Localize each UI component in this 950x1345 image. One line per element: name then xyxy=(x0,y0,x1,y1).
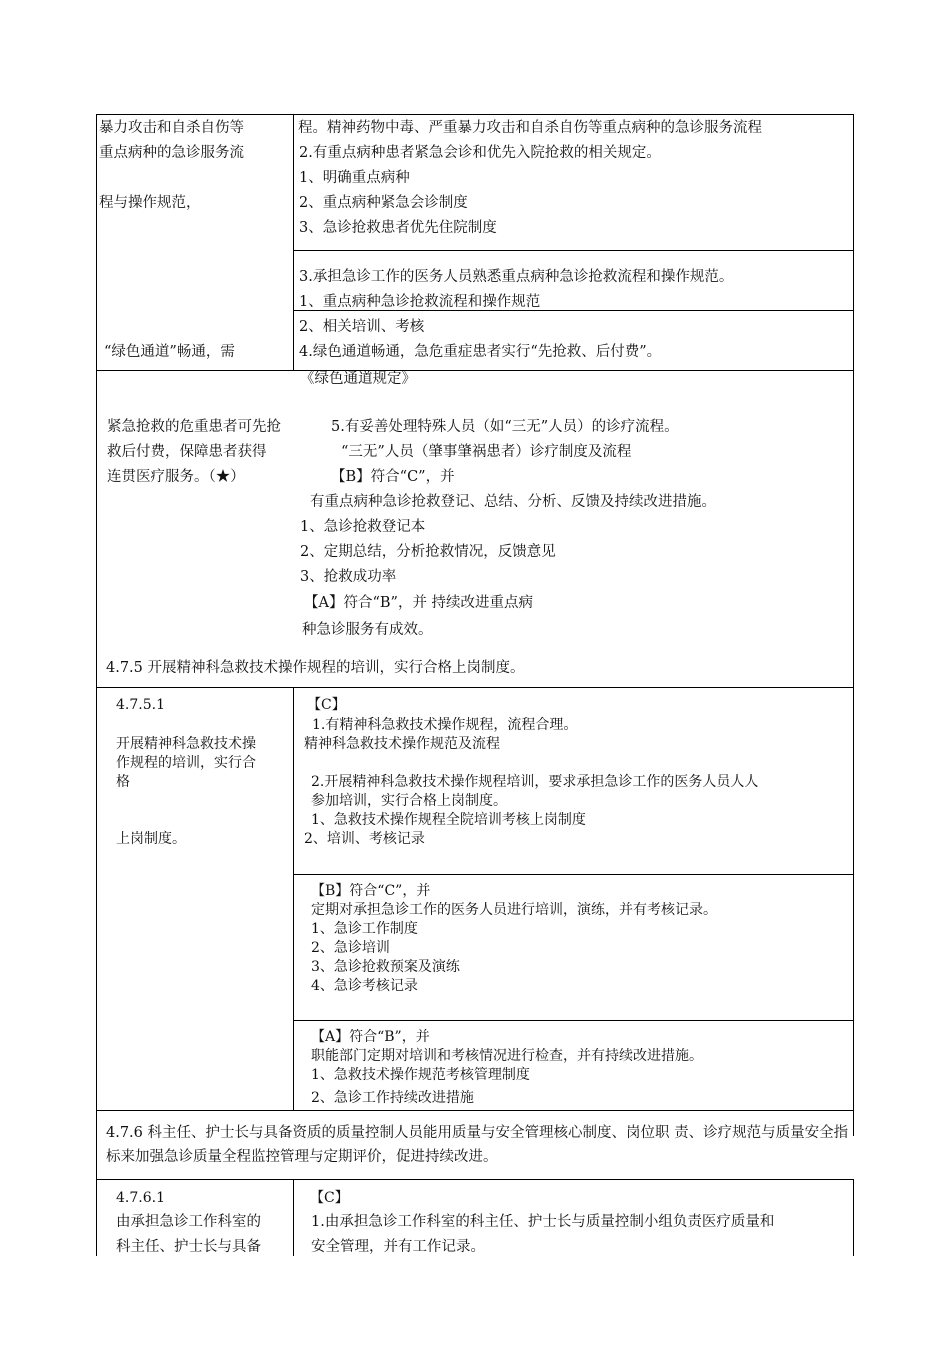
left-text: 由承担急诊工作科室的 xyxy=(116,1214,261,1230)
right-text: 3.承担急诊工作的医务人员熟悉重点病种急诊抢救流程和操作规范。 xyxy=(299,269,734,285)
right-text: 有重点病种急诊抢救登记、总结、分析、反馈及持续改进措施。 xyxy=(310,494,716,510)
right-text: 1、急诊工作制度 xyxy=(311,921,418,937)
right-text: 2、急诊培训 xyxy=(311,940,390,956)
right-text: 《绿色通道规定》 xyxy=(300,371,416,387)
right-text: 【B】符合“C”，并 xyxy=(331,469,455,485)
grade-a-heading: 【A】符合“B”，并 xyxy=(311,1029,430,1045)
right-text: 参加培训，实行合格上岗制度。 xyxy=(311,793,507,809)
right-text: 2、急诊工作持续改进措施 xyxy=(311,1090,474,1106)
right-text: 程。精神药物中毒、严重暴力攻击和自杀自伤等重点病种的急诊服务流程 xyxy=(298,120,762,136)
right-text: 3、抢救成功率 xyxy=(300,569,397,585)
right-text: 安全管理，并有工作记录。 xyxy=(311,1239,485,1255)
rule xyxy=(96,114,97,1256)
item-code: 4.7.5.1 xyxy=(116,697,165,713)
left-text: 紧急抢救的危重患者可先抢 xyxy=(107,419,281,435)
grade-c-heading: 【C】 xyxy=(310,1190,349,1206)
rule xyxy=(96,687,854,688)
right-text: 精神科急救技术操作规范及流程 xyxy=(304,736,500,752)
left-text: 上岗制度。 xyxy=(116,831,186,847)
rule xyxy=(293,1179,294,1256)
right-text: 5.有妥善处理特殊人员（如“三无”人员）的诊疗流程。 xyxy=(331,419,679,435)
rule xyxy=(293,687,294,1111)
right-text: 1、急救技术操作规范考核管理制度 xyxy=(311,1067,530,1083)
right-text: 3、急诊抢救预案及演练 xyxy=(311,959,460,975)
item-code: 4.7.6.1 xyxy=(116,1190,165,1206)
left-text: 暴力攻击和自杀自伤等 xyxy=(99,120,244,136)
right-text: 1、急诊抢救登记本 xyxy=(300,519,426,535)
right-text: 1、重点病种急诊抢救流程和操作规范 xyxy=(299,294,541,310)
right-text: 2.有重点病种患者紧急会诊和优先入院抢救的相关规定。 xyxy=(299,145,661,161)
rule xyxy=(96,1179,854,1180)
right-text: 3、急诊抢救患者优先住院制度 xyxy=(299,220,497,236)
left-text: 程与操作规范， xyxy=(99,195,201,211)
right-text: 职能部门定期对培训和考核情况进行检查，并有持续改进措施。 xyxy=(311,1048,703,1064)
left-text: 重点病种的急诊服务流 xyxy=(99,145,244,161)
rule xyxy=(293,1020,854,1021)
right-text: 2.开展精神科急救技术操作规程培训，要求承担急诊工作的医务人员人人 xyxy=(311,774,759,790)
rule xyxy=(96,114,854,115)
left-text: 连贯医疗服务。（★） xyxy=(107,469,245,485)
rule xyxy=(293,250,854,251)
grade-c-heading: 【C】 xyxy=(307,697,346,713)
rule xyxy=(293,874,854,875)
section-heading-4-7-5: 4.7.5 开展精神科急救技术操作规程的培训，实行合格上岗制度。 xyxy=(106,660,525,676)
right-text: 1.有精神科急救技术操作规程，流程合理。 xyxy=(312,717,578,733)
left-text: 科主任、护士长与具备 xyxy=(116,1239,261,1255)
right-text: 2、相关培训、考核 xyxy=(299,319,425,335)
right-text: 2、培训、考核记录 xyxy=(304,831,425,847)
grade-b-heading: 【B】符合“C”，并 xyxy=(311,883,431,899)
right-text: 1、急救技术操作规程全院培训考核上岗制度 xyxy=(311,812,586,828)
right-text: 2、重点病种紧急会诊制度 xyxy=(299,195,468,211)
left-text: 格 xyxy=(116,774,130,790)
right-text: 4、急诊考核记录 xyxy=(311,978,418,994)
rule xyxy=(853,114,854,1136)
right-text: “三无”人员（肇事肇祸患者）诊疗制度及流程 xyxy=(341,444,632,460)
right-text: 1.由承担急诊工作科室的科主任、护士长与质量控制小组负责医疗质量和 xyxy=(311,1214,775,1230)
rule xyxy=(293,114,294,370)
section-heading-4-7-6: 4.7.6 科主任、护士长与具备资质的质量控制人员能用质量与安全管理核心制度、岗位职 责、诊疗规范与质量安全指标来加强急诊质量全程监控管理与定期评价，促进持续改进。 xyxy=(106,1125,849,1165)
rule xyxy=(96,1110,854,1111)
right-text: 种急诊服务有成效。 xyxy=(302,622,433,638)
right-text: 【A】符合“B”，并 持续改进重点病 xyxy=(304,595,534,611)
left-text: 救后付费，保障患者获得 xyxy=(107,444,267,460)
rule xyxy=(96,370,854,371)
right-text: 定期对承担急诊工作的医务人员进行培训，演练，并有考核记录。 xyxy=(311,902,717,918)
left-text: 开展精神科急救技术操 xyxy=(116,736,256,752)
right-text: 2、定期总结，分析抢救情况，反馈意见 xyxy=(300,544,556,560)
left-text: 作规程的培训，实行合 xyxy=(116,755,256,771)
right-text: 1、明确重点病种 xyxy=(299,170,410,186)
rule xyxy=(853,1179,854,1256)
left-text: “绿色通道”畅通，需 xyxy=(104,344,235,360)
right-text: 4.绿色通道畅通，急危重症患者实行“先抢救、后付费”。 xyxy=(299,344,662,360)
